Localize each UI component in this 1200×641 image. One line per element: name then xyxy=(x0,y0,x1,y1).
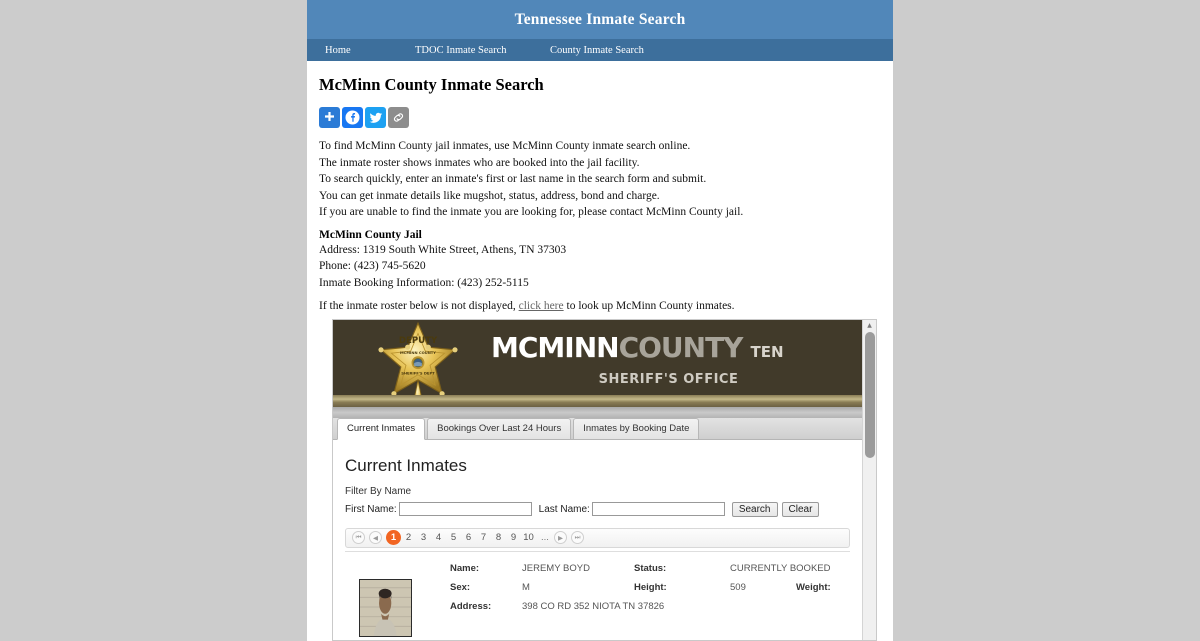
intro-line: The inmate roster shows inmates who are booked into the jail facility. xyxy=(319,156,640,169)
scroll-up-arrow-icon[interactable]: ▲ xyxy=(867,321,872,329)
nav-item-home[interactable]: Home xyxy=(325,44,351,56)
filter-by-name-label: Filter By Name xyxy=(345,485,412,497)
inmate-filter-form xyxy=(345,502,850,517)
first-name-input[interactable] xyxy=(399,502,532,516)
intro-line: If you are unable to find the inmate you are looking for, please contact McMinn County jail. xyxy=(319,206,744,218)
panel-heading: Current Inmates xyxy=(345,455,467,475)
click-here-link[interactable]: click here xyxy=(518,299,564,312)
nav-item-county-inmate-search[interactable]: County Inmate Search xyxy=(550,44,644,56)
intro-line: You can get inmate details like mugshot, status, address, bond and charge. xyxy=(319,189,660,202)
banner-word-county: COUNTY xyxy=(618,330,743,364)
pagination-page-8[interactable]: 8 xyxy=(495,532,502,543)
social-share-bar xyxy=(319,107,881,128)
svg-text:MCMINN COUNTY: MCMINN COUNTY xyxy=(400,350,436,355)
record-line-3 xyxy=(450,601,850,620)
pagination-bar xyxy=(345,528,850,548)
banner-gray-strip xyxy=(333,407,862,418)
iframe-scrollbar[interactable] xyxy=(862,320,876,640)
record-line-2 xyxy=(450,582,850,601)
site-header xyxy=(307,0,893,39)
height-label: Height: xyxy=(634,581,667,593)
banner-word-mcminn: MCMINN xyxy=(491,330,619,364)
pagination-prev-icon[interactable]: ◀ xyxy=(369,531,382,544)
sheriff-star-badge-icon xyxy=(375,321,461,395)
pagination-page-7[interactable]: 7 xyxy=(480,532,487,543)
pagination-page-2[interactable]: 2 xyxy=(405,532,412,543)
inmate-detail-fields xyxy=(450,563,850,637)
banner-subtitle: SHERIFF'S OFFICE xyxy=(598,371,739,387)
tab-current-inmates[interactable]: Current Inmates xyxy=(337,418,425,440)
record-divider xyxy=(345,551,850,552)
sex-label: Sex: xyxy=(450,581,471,593)
pagination-page-9[interactable]: 9 xyxy=(510,532,517,543)
main-content xyxy=(307,61,893,641)
height-value: 509 xyxy=(730,581,746,593)
address-label: Address: xyxy=(450,600,492,612)
clear-button[interactable]: Clear xyxy=(782,502,820,517)
last-name-label: Last Name: xyxy=(538,503,590,515)
address-value: 398 CO RD 352 NIOTA TN 37826 xyxy=(522,600,665,612)
search-button[interactable]: Search xyxy=(732,502,778,517)
jail-booking-phone: Inmate Booking Information: (423) 252-5115 xyxy=(319,276,529,289)
nav-item-tdoc-inmate-search[interactable]: TDOC Inmate Search xyxy=(415,44,507,56)
scrollbar-thumb[interactable] xyxy=(865,332,875,458)
status-value: CURRENTLY BOOKED xyxy=(730,562,831,574)
link-share-icon[interactable] xyxy=(388,107,409,128)
page-title: McMinn County Inmate Search xyxy=(319,75,544,94)
inmate-mugshot[interactable] xyxy=(359,579,412,637)
last-name-input[interactable] xyxy=(592,502,725,516)
status-label: Status: xyxy=(634,562,667,574)
pagination-page-10[interactable]: 10 xyxy=(523,532,534,543)
pagination-page-5[interactable]: 5 xyxy=(450,532,457,543)
pagination-page-6[interactable]: 6 xyxy=(465,532,472,543)
mugshot-image xyxy=(360,580,411,636)
pagination-first-icon[interactable]: ⏮ xyxy=(352,531,365,544)
first-name-label: First Name: xyxy=(345,503,397,515)
banner-gold-strip xyxy=(333,395,862,407)
twitter-share-icon[interactable] xyxy=(365,107,386,128)
svg-text:DEPUTY: DEPUTY xyxy=(398,335,438,346)
name-label: Name: xyxy=(450,562,480,574)
pagination-next-icon[interactable]: ▶ xyxy=(554,531,567,544)
facebook-share-icon[interactable] xyxy=(342,107,363,128)
pagination-page-3[interactable]: 3 xyxy=(420,532,427,543)
pagination-ellipsis: ... xyxy=(541,532,549,543)
inmate-roster-iframe xyxy=(332,319,877,641)
svg-text:SHERIFF'S DEPT: SHERIFF'S DEPT xyxy=(401,371,435,376)
addthis-share-icon[interactable] xyxy=(319,107,340,128)
main-navigation xyxy=(307,39,893,61)
roster-tab-bar xyxy=(333,418,862,440)
intro-line: To find McMinn County jail inmates, use McMinn County inmate search online. xyxy=(319,140,691,152)
sex-value: M xyxy=(522,581,530,593)
pagination-last-icon[interactable]: ⏭ xyxy=(571,531,584,544)
pagination-page-1[interactable]: 1 xyxy=(386,530,401,545)
banner-wordmark xyxy=(491,330,846,387)
roster-fallback-note xyxy=(319,300,881,312)
current-inmates-panel xyxy=(333,440,862,637)
sheriff-office-banner xyxy=(333,320,862,395)
weight-label: Weight: xyxy=(796,581,831,593)
jail-address: Address: 1319 South White Street, Athens, TN 37303 xyxy=(319,243,567,256)
inmate-record-row xyxy=(345,558,850,637)
jail-name: McMinn County Jail xyxy=(319,229,422,241)
page-container xyxy=(307,0,893,641)
intro-line: To search quickly, enter an inmate's first or last name in the search form and submit. xyxy=(319,173,707,185)
roster-note-before: If the inmate roster below is not displayed, xyxy=(319,299,519,312)
site-title: Tennessee Inmate Search xyxy=(514,10,686,28)
iframe-viewport xyxy=(333,320,862,640)
pagination-page-4[interactable]: 4 xyxy=(435,532,442,543)
jail-phone: Phone: (423) 745-5620 xyxy=(319,260,426,272)
record-line-1 xyxy=(450,563,850,582)
roster-note-after: to look up McMinn County inmates. xyxy=(563,299,735,312)
tab-bookings-last-24-hours[interactable]: Bookings Over Last 24 Hours xyxy=(427,418,571,439)
tab-inmates-by-booking-date[interactable]: Inmates by Booking Date xyxy=(573,418,699,439)
name-value: JEREMY BOYD xyxy=(522,562,590,574)
banner-word-tennessee: TEN xyxy=(750,342,784,361)
